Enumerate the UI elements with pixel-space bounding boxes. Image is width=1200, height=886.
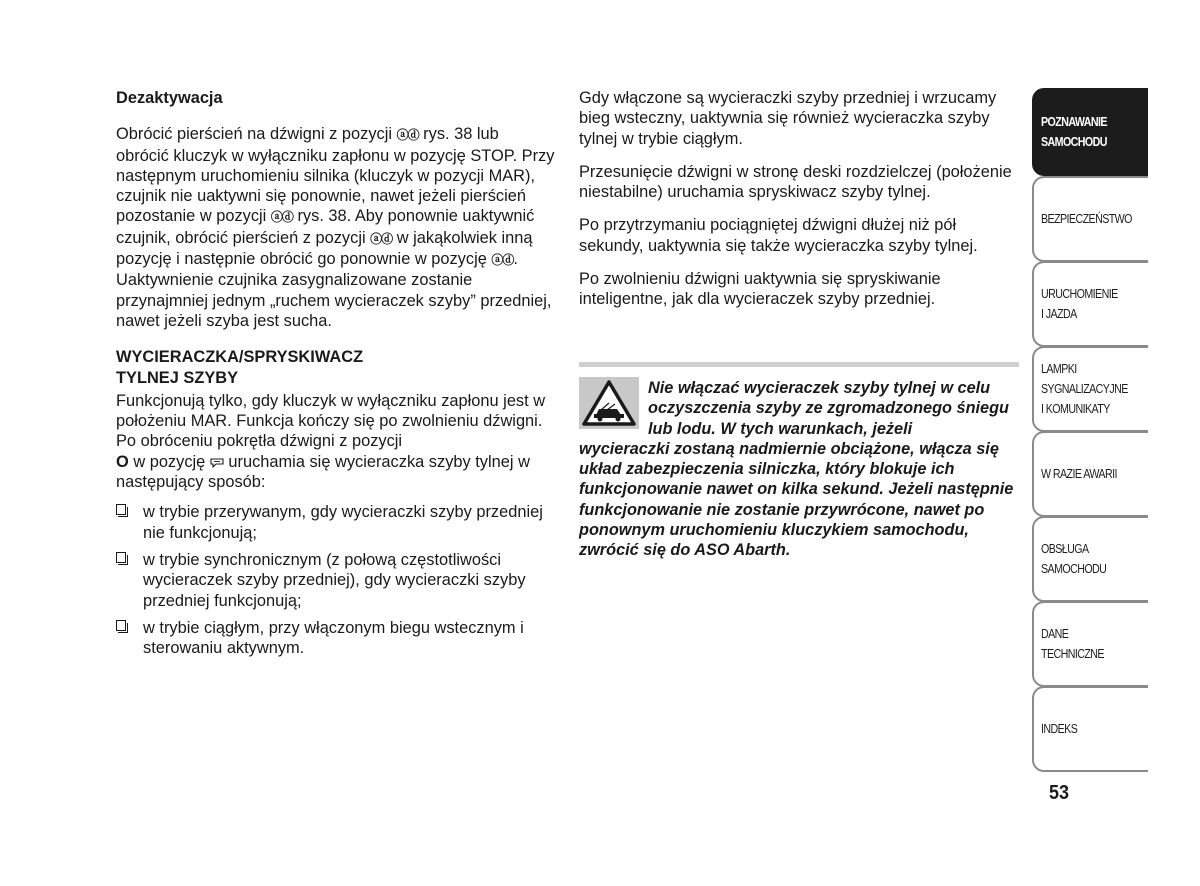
tab-lampki-sygnalizacyjne[interactable]: LAMPKI SYGNALIZACYJNE I KOMUNIKATY	[1032, 346, 1148, 432]
warning-note	[579, 378, 1021, 561]
right-paragraph: Gdy włączone są wycieraczki szyby przedniej i wrzucamy bieg wsteczny, uaktywnia się również wycieraczka szyby tylnej w trybie ciągłym.	[579, 89, 997, 148]
auto-ring-symbol-icon: ⓐⓓ	[370, 231, 393, 246]
tab-indeks[interactable]: INDEKS	[1032, 686, 1148, 772]
right-paragraph: Przesunięcie dźwigni w stronę deski rozdzielczej (położenie niestabilne) uruchamia spryskiwacz szyby tylnej.	[579, 162, 1012, 202]
tab-poznawanie-samochodu[interactable]: POZNAWANIE SAMOCHODU	[1032, 88, 1148, 176]
warning-divider	[579, 362, 1019, 367]
page-number: 53	[1049, 782, 1070, 804]
auto-ring-symbol-icon: ⓐⓓ	[396, 128, 419, 143]
list-item: w trybie ciągłym, przy włączonym biegu wstecznym i sterowaniu aktywnym.	[116, 618, 556, 659]
right-paragraph: Po zwolnieniu dźwigni uaktywnia się spryskiwanie inteligentne, jak dla wycieraczek szyby przedniej.	[579, 270, 941, 309]
paragraph-deactivation: Obrócić pierścień na dźwigni z pozycji ⓐⓓ rys. 38 lub obrócić kluczyk w wyłączniku zapłonu w pozycję STOP. Przy następnym uruchomieniu silnika (kluczyk w pozycji MAR), czujnik nie uaktywni się ponownie, nawet jeżeli pierścień pozostanie w pozycji ⓐⓓ rys. 38. Aby ponownie uaktywnić czujnik, obrócić pierścień z pozycji ⓐⓓ w jakąkolwiek inną pozycję i następnie obrócić go ponownie w pozycję ⓐⓓ. Uaktywnienie czujnika zasygnalizowane zostanie przynajmniej jednym „ruchem wycieraczek szyby” przedniej, nawet jeżeli szyba jest sucha.	[116, 125, 555, 330]
list-item: w trybie przerywanym, gdy wycieraczki szyby przedniej nie funkcjonują;	[116, 502, 556, 543]
list-item: w trybie synchronicznym (z połową częstotliwości wycieraczek szyby przedniej), gdy wycieraczki szyby przedniej funkcjonują;	[116, 550, 556, 611]
section-tabs	[1032, 88, 1148, 773]
right-paragraph: Po przytrzymaniu pociągniętej dźwigni dłużej niż pół sekundy, uaktywnia się także wycieraczka szyby tylnej.	[579, 216, 978, 255]
tab-bezpieczenstwo[interactable]: BEZPIECZEŃSTWO	[1032, 176, 1148, 262]
checkbox-bullet-icon	[116, 552, 126, 563]
rear-wiper-icon	[210, 458, 224, 468]
tab-uruchomienie-i-jazda[interactable]: URUCHOMIENIE I JAZDA	[1032, 261, 1148, 347]
auto-ring-symbol-icon: ⓐⓓ	[491, 253, 514, 268]
position-o-symbol: O	[116, 452, 129, 471]
tab-w-razie-awarii[interactable]: W RAZIE AWARII	[1032, 431, 1148, 517]
right-column	[579, 88, 1019, 310]
warning-text-rest: wycieraczki zostaną nadmiernie obciążone, włącza się układ zabezpieczenia silniczka, który blokuje ich funkcjonowanie nawet on kilka sekund. Jeżeli następnie funkcjonowanie nie zostanie przywrócone, nawet po ponownym uruchomieniu kluczykiem samochodu, zwrócić się do ASO Abarth.	[579, 439, 1014, 560]
heading-rear-wiper: WYCIERACZKA/SPRYSKIWACZ TYLNEJ SZYBY	[116, 348, 364, 387]
auto-ring-symbol-icon: ⓐⓓ	[270, 210, 293, 225]
checkbox-bullet-icon	[116, 620, 126, 631]
tab-dane-techniczne[interactable]: DANE TECHNICZNE	[1032, 601, 1148, 687]
paragraph-rear-wiper: Funkcjonują tylko, gdy kluczyk w wyłączniku zapłonu jest w położeniu MAR. Funkcja kończy się po zwolnieniu dźwigni. Po obróceniu pokrętła dźwigni z pozycji O w pozycję uruchamia się wycieraczka szyby tylnej w następujący sposób:	[116, 391, 546, 492]
left-column	[116, 88, 556, 665]
warning-text-first: Nie włączać wycieraczek szyby tylnej w celu oczyszczenia szyby ze zgromadzonego śniegu lub lodu. W tych warunkach, jeżeli	[648, 379, 1009, 438]
checkbox-bullet-icon	[116, 504, 126, 515]
wiper-mode-list	[116, 502, 556, 658]
tab-obsluga-samochodu[interactable]: OBSŁUGA SAMOCHODU	[1032, 516, 1148, 602]
heading-dezaktywacja: Dezaktywacja	[116, 89, 223, 107]
